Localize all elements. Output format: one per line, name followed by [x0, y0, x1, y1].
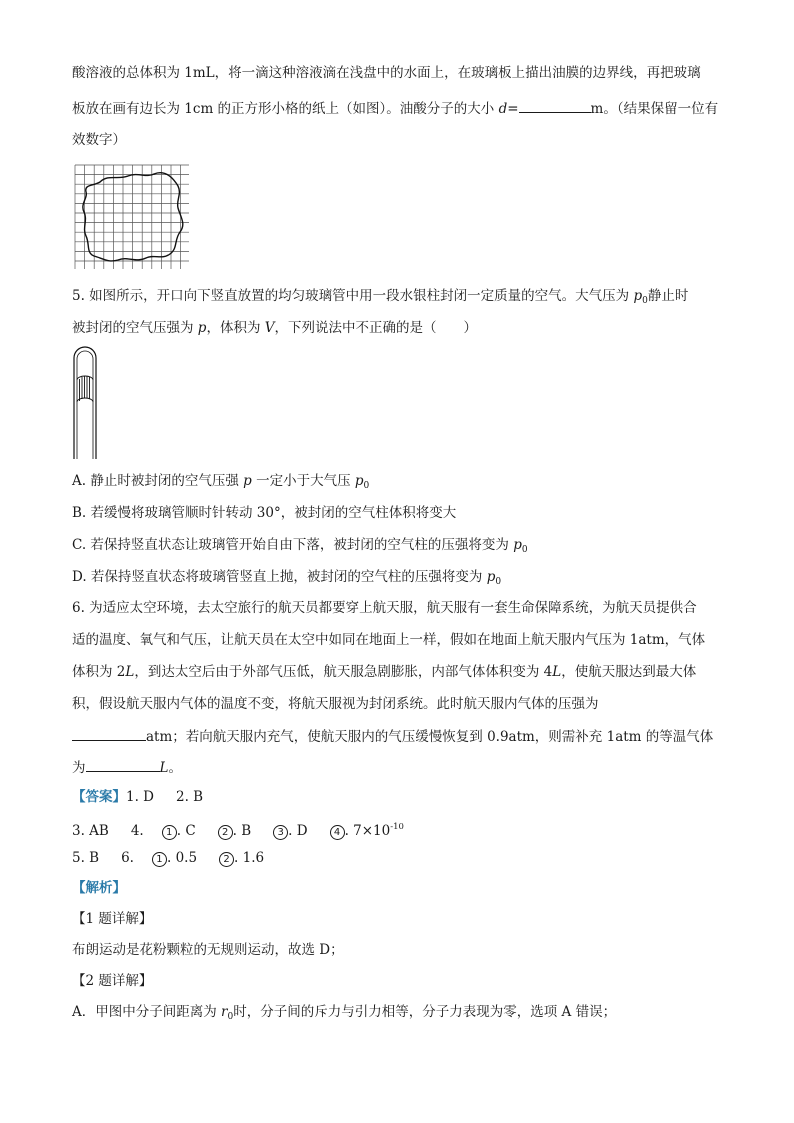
answers-line-2 — [72, 818, 404, 840]
answer-6-2: . 1.6 — [234, 850, 265, 866]
answer-6: 6. — [121, 850, 134, 866]
q5-stem-text-4: ，下列说法中不正确的是（ ） — [274, 320, 477, 336]
circled-number-1: 1 — [152, 852, 167, 867]
var-p: p — [486, 569, 496, 585]
answer-4: 4. — [130, 823, 144, 839]
q6-line-3-text: 体积为 2 — [72, 664, 126, 680]
answers-label: 【答案】 — [72, 789, 126, 805]
q5-stem-text: 5. 如图所示，开口向下竖直放置的均匀玻璃管中用一段水银柱封闭一定质量的空气。大气压为 — [72, 288, 634, 304]
answer-4-3: . D — [288, 823, 308, 839]
equals-sign: = — [507, 101, 519, 117]
q6-line-3 — [72, 663, 696, 681]
answer-5: 5. B — [72, 850, 100, 866]
q6-line-1: 6. 为适应太空环境，去太空旅行的航天员都要穿上航天服，航天服有一套生命保障系统，为航天员提供合 — [72, 600, 697, 616]
answer-6-1: . 0.5 — [166, 850, 198, 866]
subscript-0: 0 — [363, 481, 370, 491]
subscript-0: 0 — [521, 545, 528, 555]
q5-line-2 — [72, 319, 477, 337]
answer-4-1: . C — [176, 823, 196, 839]
grid-lines — [75, 165, 189, 269]
q5-option-a — [72, 472, 369, 495]
answer-4-4: . 7×10 — [344, 823, 391, 839]
oil-film-grid-figure — [74, 164, 190, 270]
answer-blank-pressure[interactable] — [72, 727, 146, 741]
analysis-q2-text-a: A．甲图中分子间距离为 — [72, 1004, 222, 1020]
q4-line-2-tail: m。（结果保留一位有 — [590, 101, 719, 117]
q4-line-2 — [72, 99, 718, 118]
var-p: p — [243, 473, 252, 489]
option-a-text-2: 一定小于大气压 — [251, 473, 355, 489]
q4-line-1: 酸溶液的总体积为 1mL，将一滴这种溶液滴在浅盘中的水面上，在玻璃板上描出油膜的边界线，再把玻璃 — [72, 65, 701, 81]
analysis-label: 【解析】 — [72, 880, 126, 896]
q5-line-1 — [72, 287, 688, 310]
q4-line-2-text: 板放在画有边长为 1cm 的正方形小格的纸上（如图）。油酸分子的大小 — [72, 101, 499, 117]
q6-line-5 — [72, 727, 713, 746]
option-a-text: A. 静止时被封闭的空气压强 — [72, 473, 244, 489]
option-c-text: C. 若保持竖直状态让玻璃管开始自由下落，被封闭的空气柱的压强将变为 — [72, 537, 514, 553]
analysis-q2-title: 【2 题详解】 — [72, 973, 153, 989]
var-L: L — [125, 664, 135, 680]
q6-line-6 — [72, 758, 182, 777]
q6-line-5-text: atm；若向航天服内充气，使航天服内的气压缓慢恢复到 0.9atm，则需补充 1atm 的等温气体 — [146, 729, 714, 745]
var-p: p — [354, 473, 364, 489]
q5-option-c — [72, 536, 528, 559]
answer-2: 2. B — [176, 789, 204, 805]
analysis-q1-text: 布朗运动是花粉颗粒的无规则运动，故选 D； — [72, 942, 344, 958]
glass-tube-figure — [70, 346, 100, 460]
q5-option-b: B. 若缓慢将玻璃管顺时针转动 30°，被封闭的空气柱体积将变大 — [72, 505, 457, 521]
subscript-0: 0 — [227, 1012, 234, 1022]
answer-4-2: . B — [232, 823, 252, 839]
analysis-q2-text — [72, 1003, 616, 1026]
mercury-column — [77, 376, 93, 402]
tube-inner-wall — [77, 351, 93, 459]
answers-line-1 — [72, 788, 203, 806]
subscript-0: 0 — [642, 296, 648, 306]
var-L: L — [552, 664, 562, 680]
var-V: V — [264, 320, 275, 336]
circled-number-2: 2 — [218, 825, 233, 840]
q5-stem-text-3: ，体积为 — [206, 320, 265, 336]
subscript-0: 0 — [495, 577, 502, 587]
q6-line-3-text-3: ，使航天服达到最大体 — [561, 664, 697, 680]
exponent: -10 — [390, 822, 404, 832]
analysis-q1-title: 【1 题详解】 — [72, 911, 153, 927]
q6-line-2: 适的温度、氧气和气压，让航天员在太空中如同在地面上一样，假如在地面上航天服内气压为 1atm，气体 — [72, 632, 706, 648]
answers-line-3 — [72, 849, 264, 867]
answer-blank-volume[interactable] — [86, 758, 160, 772]
answer-1: 1. D — [126, 789, 154, 805]
option-d-text: D. 若保持竖直状态将玻璃管竖直上抛，被封闭的空气柱的压强将变为 — [72, 569, 487, 585]
answer-3: 3. AB — [72, 823, 109, 839]
q5-stem-tail: 静止时 — [647, 288, 689, 304]
answer-blank-d[interactable] — [519, 99, 591, 113]
circled-number-2: 2 — [219, 852, 234, 867]
var-p: p — [197, 320, 207, 336]
var-L: L — [159, 760, 169, 776]
circled-number-1: 1 — [162, 825, 177, 840]
var-d: d — [498, 101, 508, 117]
q6-line-3-text-2: ，到达太空后由于外部气压低，航天服急剧膨胀，内部气体体积变为 4 — [134, 664, 553, 680]
var-p: p — [633, 288, 643, 304]
q6-line-4: 积，假设航天服内气体的温度不变，将航天服视为封闭系统。此时航天服内气体的压强为 — [72, 696, 599, 712]
var-r: r — [221, 1004, 228, 1020]
q4-line-3: 效数字） — [72, 132, 126, 148]
q6-line-6-text: 为 — [72, 760, 86, 776]
q5-stem-text-2: 被封闭的空气压强为 — [72, 320, 198, 336]
q6-line-6-tail: 。 — [168, 760, 182, 776]
var-p: p — [513, 537, 522, 553]
circled-number-3: 3 — [273, 825, 288, 840]
q5-option-d — [72, 568, 501, 591]
circled-number-4: 4 — [330, 825, 345, 840]
analysis-q2-text-b: 时，分子间的斥力与引力相等，分子力表现为零，选项 A 错误； — [233, 1004, 617, 1020]
